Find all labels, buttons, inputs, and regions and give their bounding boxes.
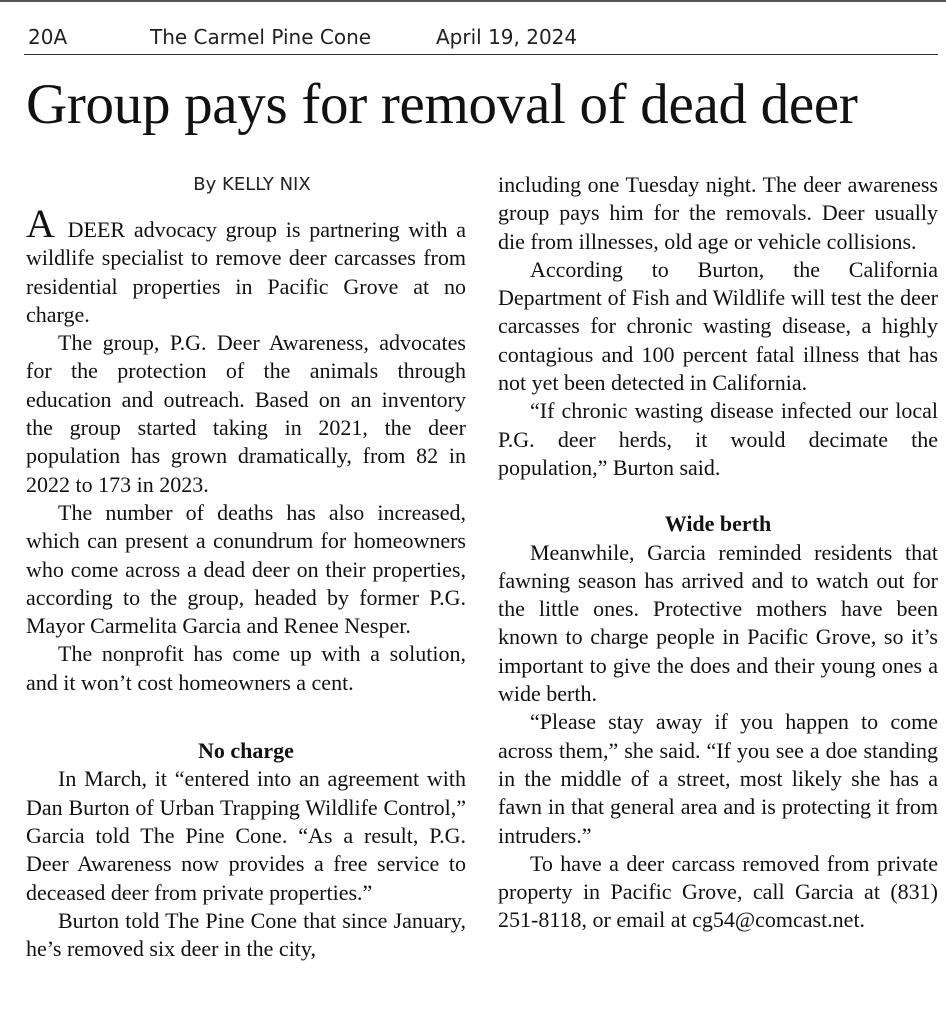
lead-paragraph	[26, 201, 466, 329]
top-border	[0, 0, 946, 2]
drop-cap: A	[26, 201, 55, 246]
paragraph: To have a deer carcass removed from private property in Pacific Grove, call Garcia at (831) 251-8118, or email at cg54@comcast.net.	[498, 850, 938, 933]
paragraph: According to Burton, the California Department of Fish and Wildlife will test the deer carcasses for chronic wasting disease, a highly contagious and 100 percent fatal illness that has not yet been detected in California.	[498, 256, 938, 396]
paragraph: The nonprofit has come up with a solution, and it won’t cost homeowners a cent.	[26, 641, 466, 695]
paragraph-continuation	[498, 171, 938, 256]
byline: By KELLY NIX	[193, 174, 311, 195]
headline: Group pays for removal of dead deer	[26, 73, 858, 136]
paragraph-tail-visible: including one Tuesday night. The deer awareness group pays him for the removals. Deer usually die from illnesses, old age or vehicle collisions.	[498, 172, 938, 254]
paragraph-continued: Burton told The Pine Cone that since January, he’s removed six deer in the city,	[26, 907, 466, 962]
article-column-1	[26, 171, 466, 963]
lead-text: DEER advocacy group is partnering with a wildlife specialist to remove deer carcasses from residential properties in Pacific Grove at no charge.	[26, 217, 466, 327]
article-column-2	[498, 171, 938, 935]
issue-date: April 19, 2024	[436, 25, 578, 49]
newspaper-name: The Carmel Pine Cone	[150, 25, 372, 49]
header-rule	[24, 54, 938, 55]
paragraph: Meanwhile, Garcia reminded residents that fawning season has arrived and to watch out for the little ones. Protective mothers have been known to charge people in Pacific Grove, so it’s important to give the does and their young ones a wide berth.	[498, 539, 938, 707]
subhead-wide-berth: Wide berth	[664, 511, 772, 537]
paragraph: “If chronic wasting disease infected our local P.G. deer herds, it would decimate the population,” Burton said.	[498, 398, 938, 480]
paragraph: The number of deaths has also increased, which can present a conundrum for homeowners who come across a dead deer on their properties, according to the group, headed by former P.G. Mayor Carmelita Garcia and Renee Nesper.	[26, 499, 466, 639]
paragraph: In March, it “entered into an agreement with Dan Burton of Urban Trapping Wildlife Control,” Garcia told The Pine Cone. “As a result, P.G. Deer Awareness now provides a free service to deceased deer from private properties.”	[26, 766, 466, 905]
page-number: 20A	[28, 25, 68, 49]
subhead-no-charge: No charge	[198, 738, 294, 764]
paragraph: The group, P.G. Deer Awareness, advocates for the protection of the animals through education and outreach. Based on an inventory the group started taking in 2021, the deer population has grown dramatically, from 82 in 2022 to 173 in 2023.	[26, 330, 466, 497]
page-header	[0, 25, 946, 55]
paragraph: “Please stay away if you happen to come across them,” she said. “If you see a doe standing in the middle of a street, most likely she has a fawn in that general area and is protecting it from intruders.”	[498, 709, 938, 848]
